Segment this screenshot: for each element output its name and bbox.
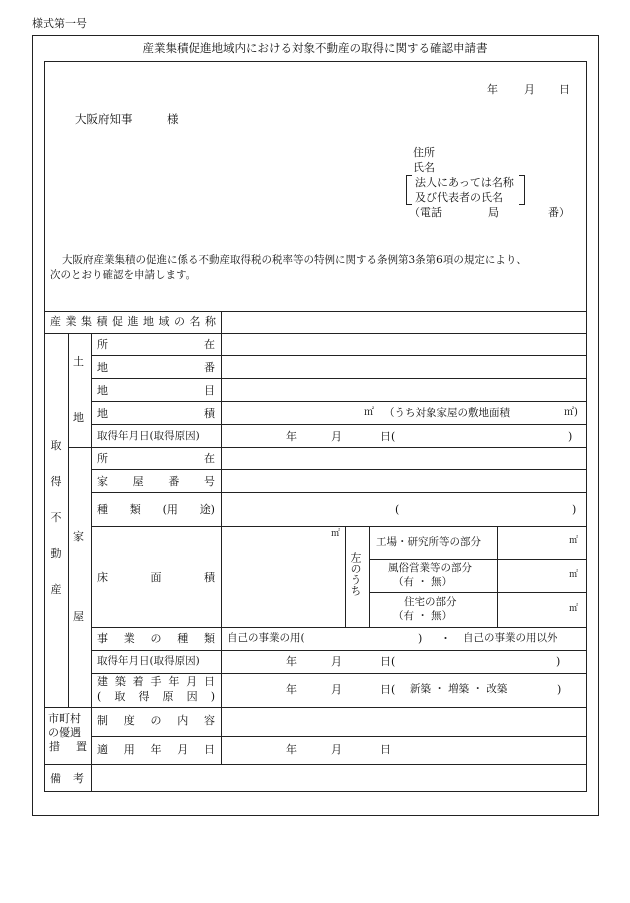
house-sub1-label: 工場・研究所等の部分 [376, 536, 481, 548]
house-kind-open: ( [395, 503, 400, 516]
house-biz-close: ) [418, 632, 423, 645]
land-location-label: 所 在 [97, 338, 215, 351]
muni-apply-year: 年 [286, 743, 297, 756]
house-sub1-unit: ㎡ [569, 536, 579, 546]
land-category-label: 地 目 [97, 384, 215, 397]
house-construct-close: ) [557, 683, 562, 696]
date-day: 日 [559, 83, 570, 96]
land-acq-month: 月 [331, 430, 342, 443]
applicant-name-label: 氏名 [413, 161, 435, 174]
house-sub3-choice: （有 ・ 無） [393, 610, 453, 622]
land-area-note-unit: ㎡) [564, 407, 578, 418]
land-lot-label: 地 番 [97, 361, 215, 374]
house-acq-close: ) [556, 655, 561, 668]
house-construct-year: 年 [286, 683, 297, 696]
applicant-address-label: 住所 [413, 146, 435, 159]
form-title: 産業集積促進地域内における対象不動産の取得に関する確認申請書 [142, 41, 488, 55]
muni-apply-month: 月 [331, 743, 342, 756]
form-number: 様式第一号 [32, 17, 87, 30]
muni-apply-label: 適 用 年 月 日 [97, 743, 215, 756]
house-acq-year: 年 [286, 655, 297, 668]
applicant-phone-bureau: 局 [488, 206, 499, 219]
muni-label-2: の優遇 [48, 726, 81, 739]
date-year: 年 [487, 83, 498, 96]
land-acq-day: 日( [380, 430, 396, 443]
house-kind-close: ) [572, 503, 577, 516]
house-construct-month: 月 [331, 683, 342, 696]
land-acq-year: 年 [286, 430, 297, 443]
house-sub2-choice: （有 ・ 無） [393, 576, 453, 588]
house-number-label: 家 屋 番 号 [97, 475, 215, 488]
house-kind-label: 種 類 (用 途) [97, 503, 215, 516]
house-group-label-1: 家 [73, 530, 84, 543]
house-of-which-label: 左のうち [349, 552, 362, 596]
land-group-label-1: 土 [73, 355, 84, 368]
land-acq-date-label: 取得年月日(取得原因) [97, 430, 200, 442]
house-group-label-2: 屋 [73, 610, 84, 623]
house-acq-date-label: 取得年月日(取得原因) [97, 655, 200, 667]
house-biz-own: 自己の事業の用( [227, 632, 305, 644]
house-floor-label: 床 面 積 [97, 571, 215, 584]
house-biz-dot: ・ [440, 632, 451, 645]
applicant-bracket-left [406, 175, 412, 205]
land-area-label: 地 積 [97, 407, 215, 420]
house-construct-label-1: 建 築 着 手 年 月 日 [97, 675, 215, 688]
house-business-label: 事 業 の 種 類 [97, 632, 215, 645]
house-sub3-unit: ㎡ [569, 604, 579, 614]
applicant-corp-line2: 及び代表者の氏名 [415, 191, 503, 204]
house-construct-types: 新築 ・ 増築 ・ 改築 [410, 683, 508, 695]
house-construct-day: 日( [380, 683, 396, 696]
house-location-label: 所 在 [97, 452, 215, 465]
land-group-label-2: 地 [73, 411, 84, 424]
land-acq-close: ) [568, 430, 573, 443]
muni-label-1: 市町村 [48, 712, 81, 725]
house-sub3-label: 住宅の部分 [404, 596, 457, 608]
muni-content-label: 制 度 の 内 容 [97, 714, 215, 727]
muni-label-3: 措 置 [49, 740, 87, 753]
house-acq-month: 月 [331, 655, 342, 668]
house-biz-other: 自己の事業の用以外 [463, 632, 558, 644]
house-construct-label-2: ( 取 得 原 因 ) [97, 690, 215, 703]
remarks-label: 備 考 [50, 772, 84, 785]
body-text-line1: 大阪府産業集積の促進に係る不動産取得税の税率等の特例に関する条例第3条第6項の規定により、 [62, 254, 527, 266]
addressee-name: 大阪府知事 [75, 112, 133, 126]
house-sub2-label: 風俗営業等の部分 [388, 562, 472, 574]
house-floor-unit: ㎡ [331, 529, 341, 539]
house-acq-day: 日( [380, 655, 396, 668]
land-area-note: （うち対象家屋の敷地面積 [384, 407, 510, 419]
date-month: 月 [524, 83, 535, 96]
applicant-bracket-right [519, 175, 525, 205]
acquired-property-label: 取 得 不 動 産 [50, 439, 62, 596]
muni-apply-day: 日 [380, 743, 391, 756]
house-sub2-unit: ㎡ [569, 570, 579, 580]
addressee-honorific: 様 [167, 112, 179, 126]
applicant-phone-number: 番） [548, 206, 570, 219]
region-name-label: 産 業 集 積 促 進 地 域 の 名 称 [50, 315, 216, 328]
land-area-unit: ㎡ [364, 407, 374, 418]
body-text-line2: 次のとおり確認を申請します。 [50, 269, 197, 281]
applicant-phone-open: （電話 [409, 206, 442, 219]
applicant-corp-line1: 法人にあっては名称 [415, 176, 514, 189]
